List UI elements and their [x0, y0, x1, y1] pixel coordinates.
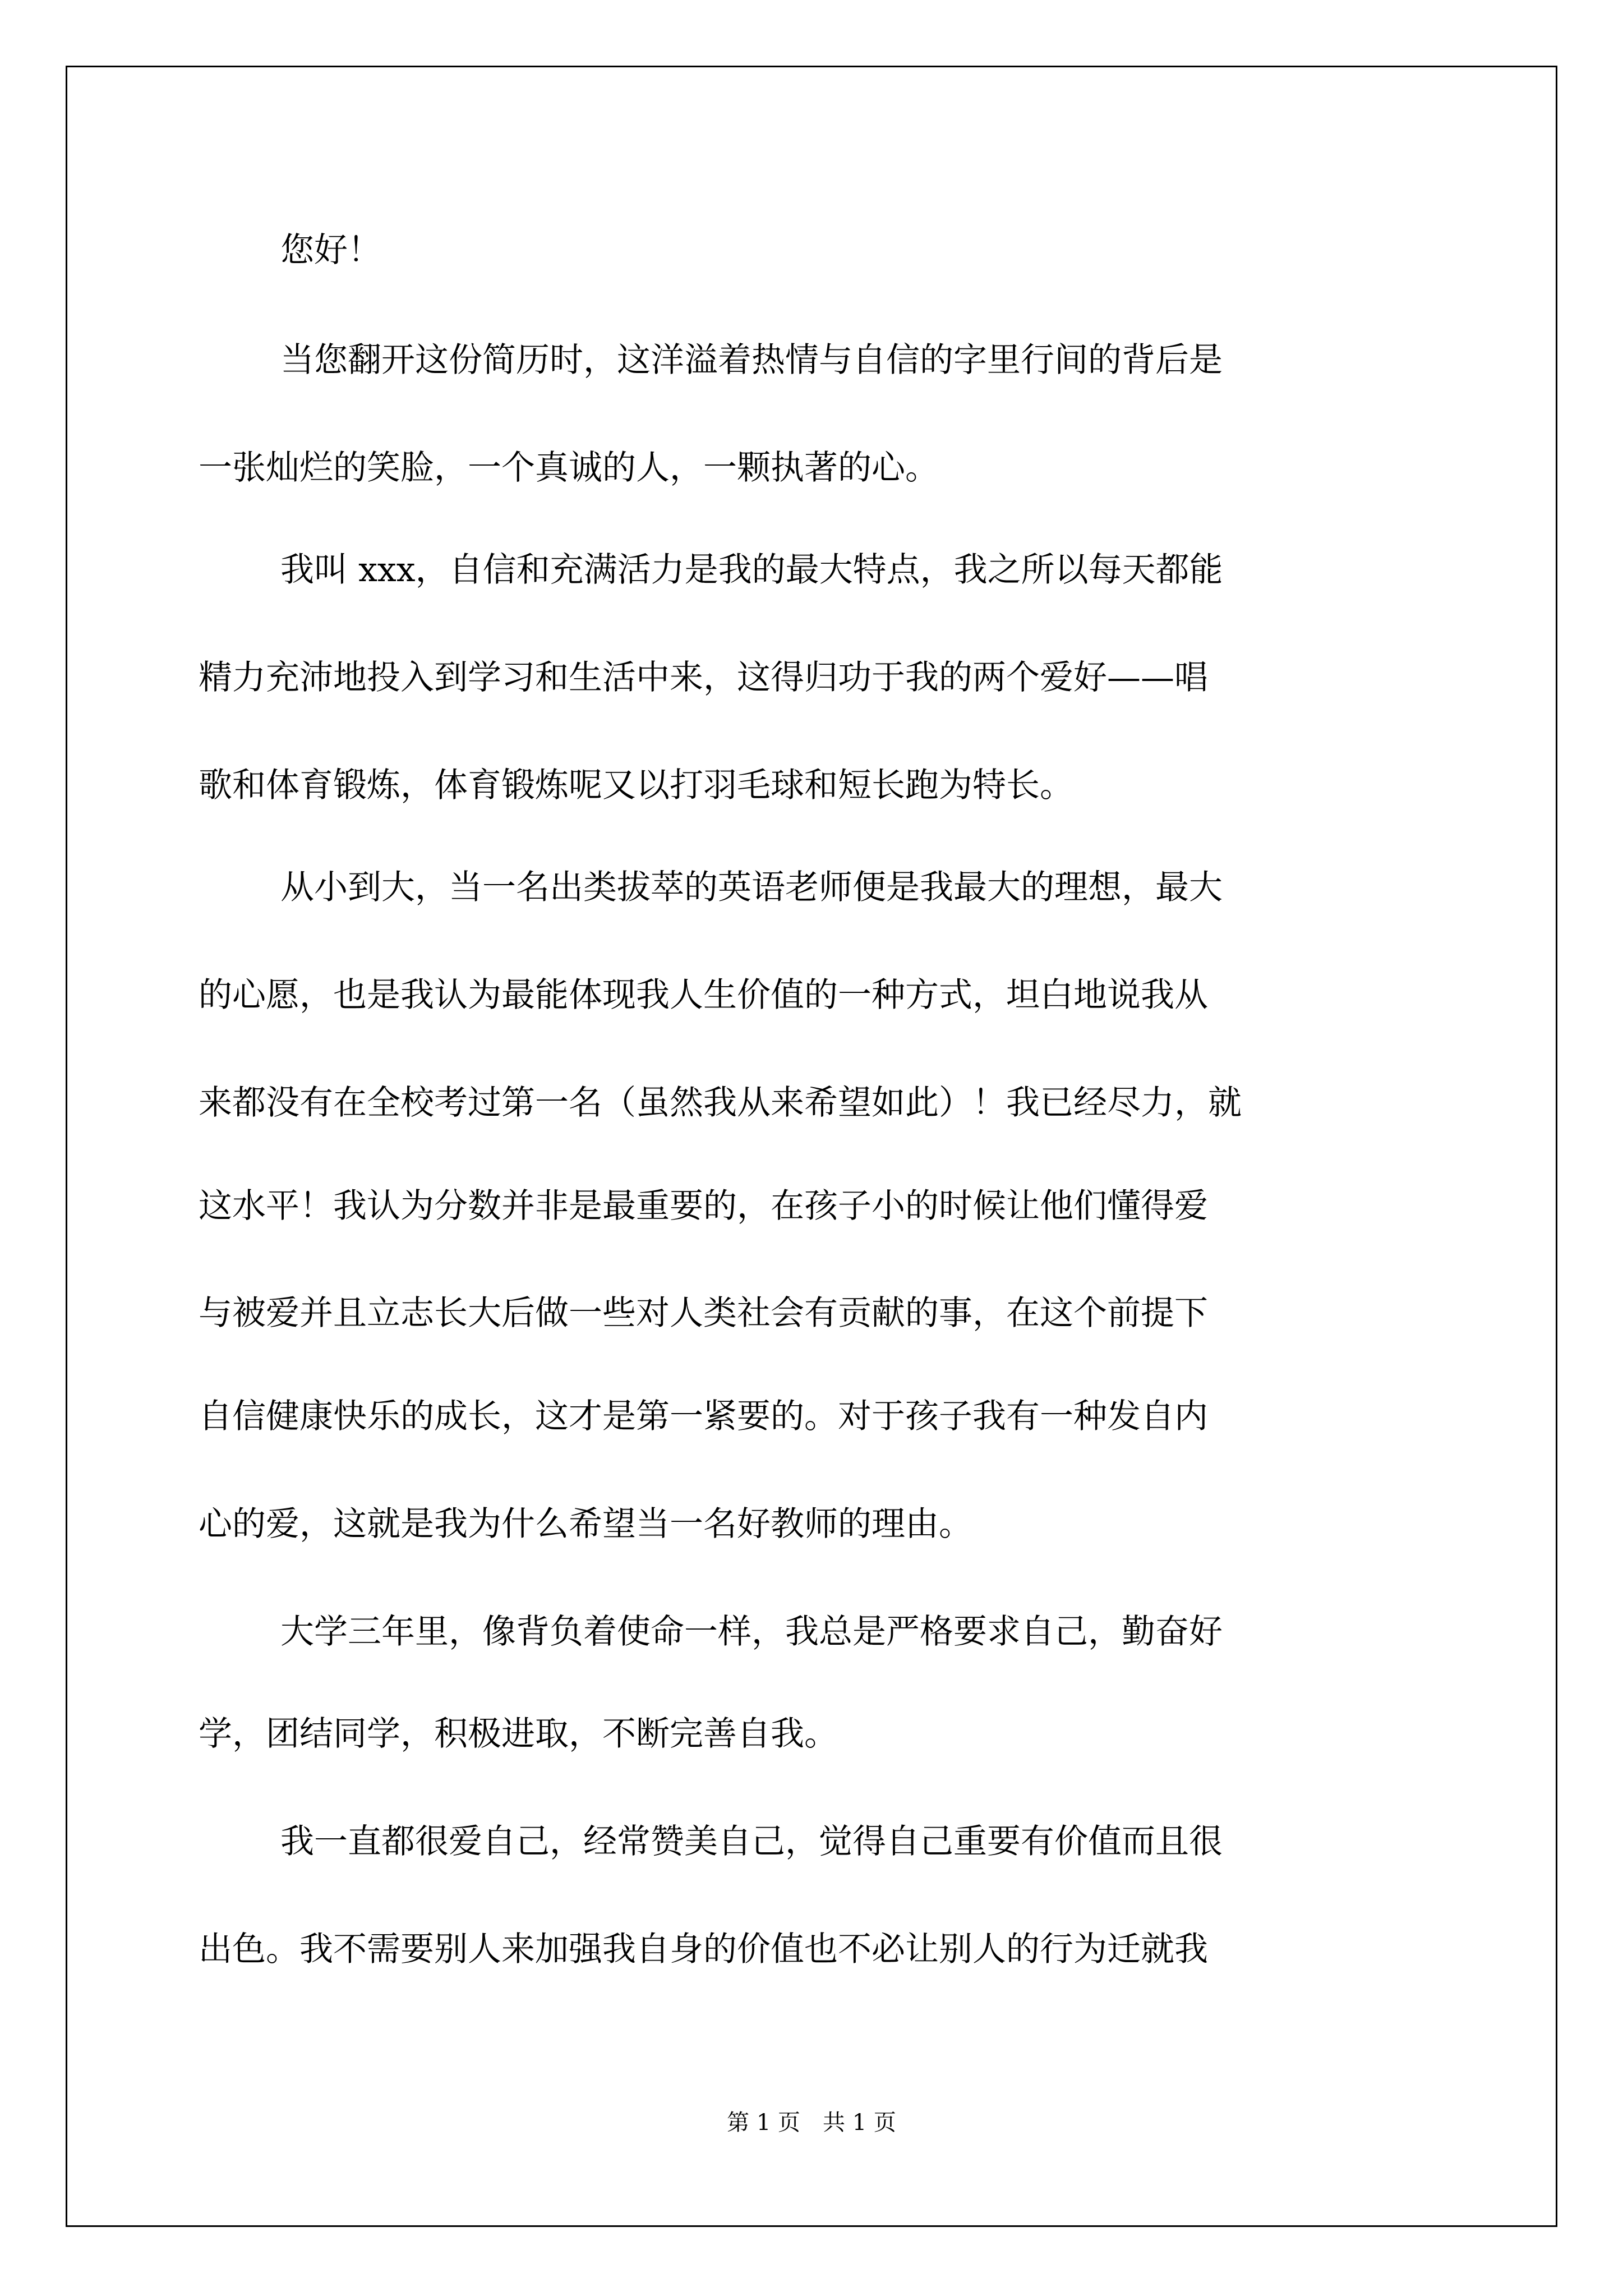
body-line: 歌和体育锻炼，体育锻炼呢又以打羽毛球和短长跑为特长。 — [199, 766, 1073, 805]
body-line: 来都没有在全校考过第一名（虽然我从来希望如此）！我已经尽力，就 — [199, 1083, 1242, 1122]
body-line: 这水平！我认为分数并非是最重要的，在孩子小的时候让他们懂得爱 — [199, 1186, 1208, 1226]
page-footer: 第 1 页 共 1 页 — [727, 2110, 896, 2136]
body-line: 出色。我不需要别人来加强我自身的价值也不必让别人的行为迁就我 — [199, 1930, 1208, 1969]
body-line: 与被爱并且立志长大后做一些对人类社会有贡献的事，在这个前提下 — [199, 1294, 1208, 1333]
body-line: 自信健康快乐的成长，这才是第一紧要的。对于孩子我有一种发自内 — [199, 1397, 1208, 1436]
body-line: 精力充沛地投入到学习和生活中来，这得归功于我的两个爱好——唱 — [199, 658, 1208, 697]
body-line: 心的爱，这就是我为什么希望当一名好教师的理由。 — [199, 1504, 972, 1544]
body-line: 一张灿烂的笑脸，一个真诚的人，一颗执著的心。 — [199, 448, 939, 487]
body-line: 我一直都很爱自己，经常赞美自己，觉得自己重要有价值而且很 — [280, 1822, 1223, 1861]
body-line: 学，团结同学，积极进取，不断完善自我。 — [199, 1714, 838, 1754]
body-line: 的心愿，也是我认为最能体现我人生价值的一种方式，坦白地说我从 — [199, 976, 1208, 1015]
body-line: 我叫 xxx，自信和充满活力是我的最大特点，我之所以每天都能 — [280, 550, 1223, 590]
body-line: 当您翻开这份简历时，这洋溢着热情与自信的字里行间的背后是 — [280, 341, 1223, 380]
page-border — [66, 66, 1557, 2227]
body-line: 从小到大，当一名出类拔萃的英语老师便是我最大的理想，最大 — [280, 868, 1223, 907]
greeting-line: 您好！ — [280, 231, 381, 270]
body-line: 大学三年里，像背负着使命一样，我总是严格要求自己，勤奋好 — [280, 1612, 1223, 1651]
